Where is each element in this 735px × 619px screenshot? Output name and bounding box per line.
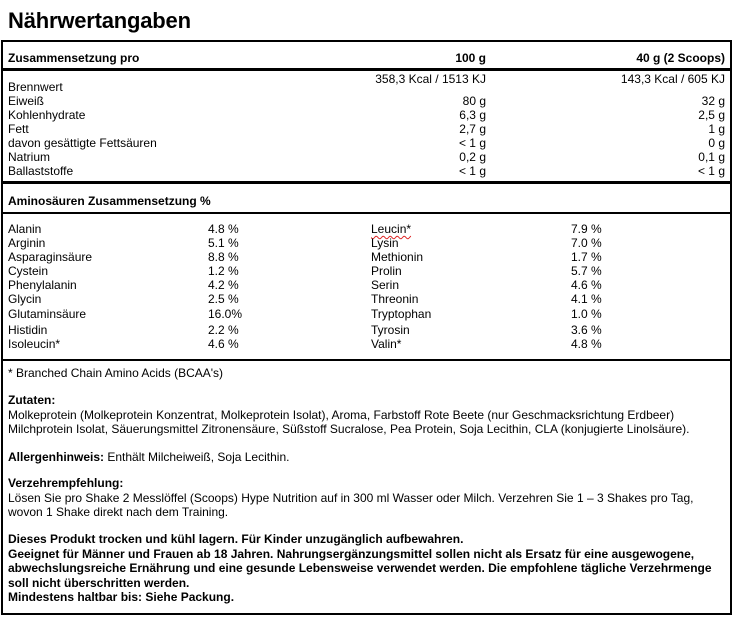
recommendation-line: wovon 1 Shake direkt nach dem Training. — [8, 505, 229, 519]
amino-right-name: Tryptophan — [371, 307, 432, 321]
amino-header: Aminosäuren Zusammensetzung % — [8, 194, 211, 208]
nutrition-row-value-serving: 143,3 Kcal / 605 KJ — [620, 72, 725, 86]
divider-amino-header — [1, 212, 732, 214]
amino-left-name: Alanin — [8, 222, 42, 236]
nutrition-row-value-100g: < 1 g — [458, 136, 486, 150]
page-title: Nährwertangaben — [8, 8, 191, 33]
warning-line: Mindestens haltbar bis: Siehe Packung. — [8, 590, 235, 604]
nutrition-row-label: Natrium — [8, 150, 51, 164]
amino-right-value: 4.8 % — [571, 337, 602, 351]
nutrition-row-value-serving: 2,5 g — [698, 108, 725, 122]
allergy-text: Enthält Milcheiweiß, Soja Lecithin. — [104, 450, 290, 464]
amino-right-value: 1.0 % — [571, 307, 602, 321]
amino-right-name: Tyrosin — [371, 323, 410, 337]
amino-left-name: Arginin — [8, 236, 46, 250]
amino-left-value: 4.2 % — [208, 278, 239, 292]
amino-right-value: 1.7 % — [571, 250, 602, 264]
nutrition-row-value-100g: 358,3 Kcal / 1513 KJ — [375, 72, 486, 86]
amino-left-value: 2.5 % — [208, 292, 239, 306]
amino-left-name: Isoleucin* — [8, 337, 61, 351]
amino-left-value: 4.8 % — [208, 222, 239, 236]
allergy-label: Allergenhinweis: — [8, 450, 105, 464]
ingredients-line: Molkeprotein (Molkeprotein Konzentrat, Molkeprotein Isolat), Aroma, Farbstoff Rote Beete (nur Geschmacksrichtung Erdbeer) — [8, 407, 675, 422]
nutrition-row-label: Ballaststoffe — [8, 164, 74, 178]
nutrition-row-value-serving: 32 g — [701, 94, 725, 108]
amino-left-name: Histidin — [8, 323, 48, 337]
ingredients-section — [8, 393, 728, 437]
nutrition-row-value-100g: 0,2 g — [459, 150, 486, 164]
amino-right-name: Leucin* — [371, 222, 412, 236]
amino-right-value: 5.7 % — [571, 264, 602, 278]
nutrition-row-value-100g: < 1 g — [458, 164, 486, 178]
ingredients-line: Milchprotein Isolat, Säuerungsmittel Zitronensäure, Süßstoff Sucralose, Pea Protein, Soja Lecithin, CLA (konjugierte Linolsäure). — [8, 422, 690, 436]
warning-line: abwechslungsreiche Ernährung und eine gesunde Lebensweise verwendet werden. Die empfohlene tägliche Verzehrmenge — [8, 561, 712, 575]
nutrition-row-label: Fett — [8, 122, 29, 136]
amino-left-value: 1.2 % — [208, 264, 239, 278]
amino-left-name: Asparaginsäure — [8, 250, 93, 264]
amino-right-value: 7.9 % — [571, 222, 602, 236]
amino-left-value: 5.1 % — [208, 236, 239, 250]
nutrition-row-label: Brennwert — [8, 80, 63, 94]
recommendation-line: Lösen Sie pro Shake 2 Messlöffel (Scoops) Hype Nutrition auf in 300 ml Wasser oder Milch. Verzehren Sie 1 – 3 Shakes pro Tag, — [8, 490, 694, 505]
amino-right-value: 7.0 % — [571, 236, 602, 250]
divider-nutrition-end — [1, 181, 732, 184]
divider-nutrition-header — [1, 68, 732, 71]
amino-left-name: Glycin — [8, 292, 42, 306]
warning-line: soll nicht überschritten werden. — [8, 575, 190, 590]
warning-line: Geeignet für Männer und Frauen ab 18 Jahren. Nahrungsergänzungsmittel sollen nicht als Ersatz für eine ausgewogene, — [8, 546, 695, 561]
label-frame — [1, 40, 732, 615]
warning-line: Dieses Produkt trocken und kühl lagern. Für Kinder unzugänglich aufbewahren. — [8, 532, 464, 546]
amino-left-name: Glutaminsäure — [8, 307, 87, 321]
amino-left-name: Phenylalanin — [8, 278, 77, 292]
amino-right-name: Prolin — [371, 264, 402, 278]
amino-left-value: 4.6 % — [208, 337, 239, 351]
nutrition-row-value-serving: < 1 g — [697, 164, 725, 178]
nutrition-row-value-100g: 2,7 g — [459, 122, 486, 136]
amino-left-name: Cystein — [8, 264, 49, 278]
nutrition-row-label: davon gesättigte Fettsäuren — [8, 136, 157, 150]
nutrition-row-value-100g: 80 g — [462, 94, 486, 108]
amino-left-value: 8.8 % — [208, 250, 239, 264]
recommendation-label: Verzehrempfehlung: — [8, 476, 124, 490]
nutrition-row-label: Eiweiß — [8, 94, 45, 108]
amino-right-value: 4.1 % — [571, 292, 602, 306]
bcaa-footnote: * Branched Chain Amino Acids (BCAA's) — [8, 366, 224, 380]
amino-right-name: Serin — [371, 278, 400, 292]
recommendation-section — [8, 476, 728, 520]
amino-right-name: Methionin — [371, 250, 424, 264]
amino-left-value: 2.2 % — [208, 323, 239, 337]
nutrition-row-value-serving: 1 g — [708, 122, 725, 136]
nutrition-header-serving: 40 g (2 Scoops) — [636, 51, 725, 65]
nutrition-row-value-serving: 0,1 g — [698, 150, 725, 164]
nutrition-row-label: Kohlenhydrate — [8, 108, 86, 122]
amino-right-name: Lysin — [371, 236, 399, 250]
amino-left-value: 16.0% — [208, 307, 243, 321]
nutrition-row-value-serving: 0 g — [708, 136, 725, 150]
warnings-section — [8, 532, 728, 605]
nutrition-header-100g: 100 g — [455, 51, 486, 65]
amino-right-name: Threonin — [371, 292, 419, 306]
amino-right-name: Valin* — [371, 337, 402, 351]
divider-amino-end — [1, 359, 732, 361]
nutrition-row-value-100g: 6,3 g — [459, 108, 486, 122]
ingredients-label: Zutaten: — [8, 393, 56, 407]
allergy-section — [8, 450, 728, 465]
nutrition-header-label: Zusammensetzung pro — [8, 51, 140, 65]
amino-right-value: 3.6 % — [571, 323, 602, 337]
amino-right-value: 4.6 % — [571, 278, 602, 292]
